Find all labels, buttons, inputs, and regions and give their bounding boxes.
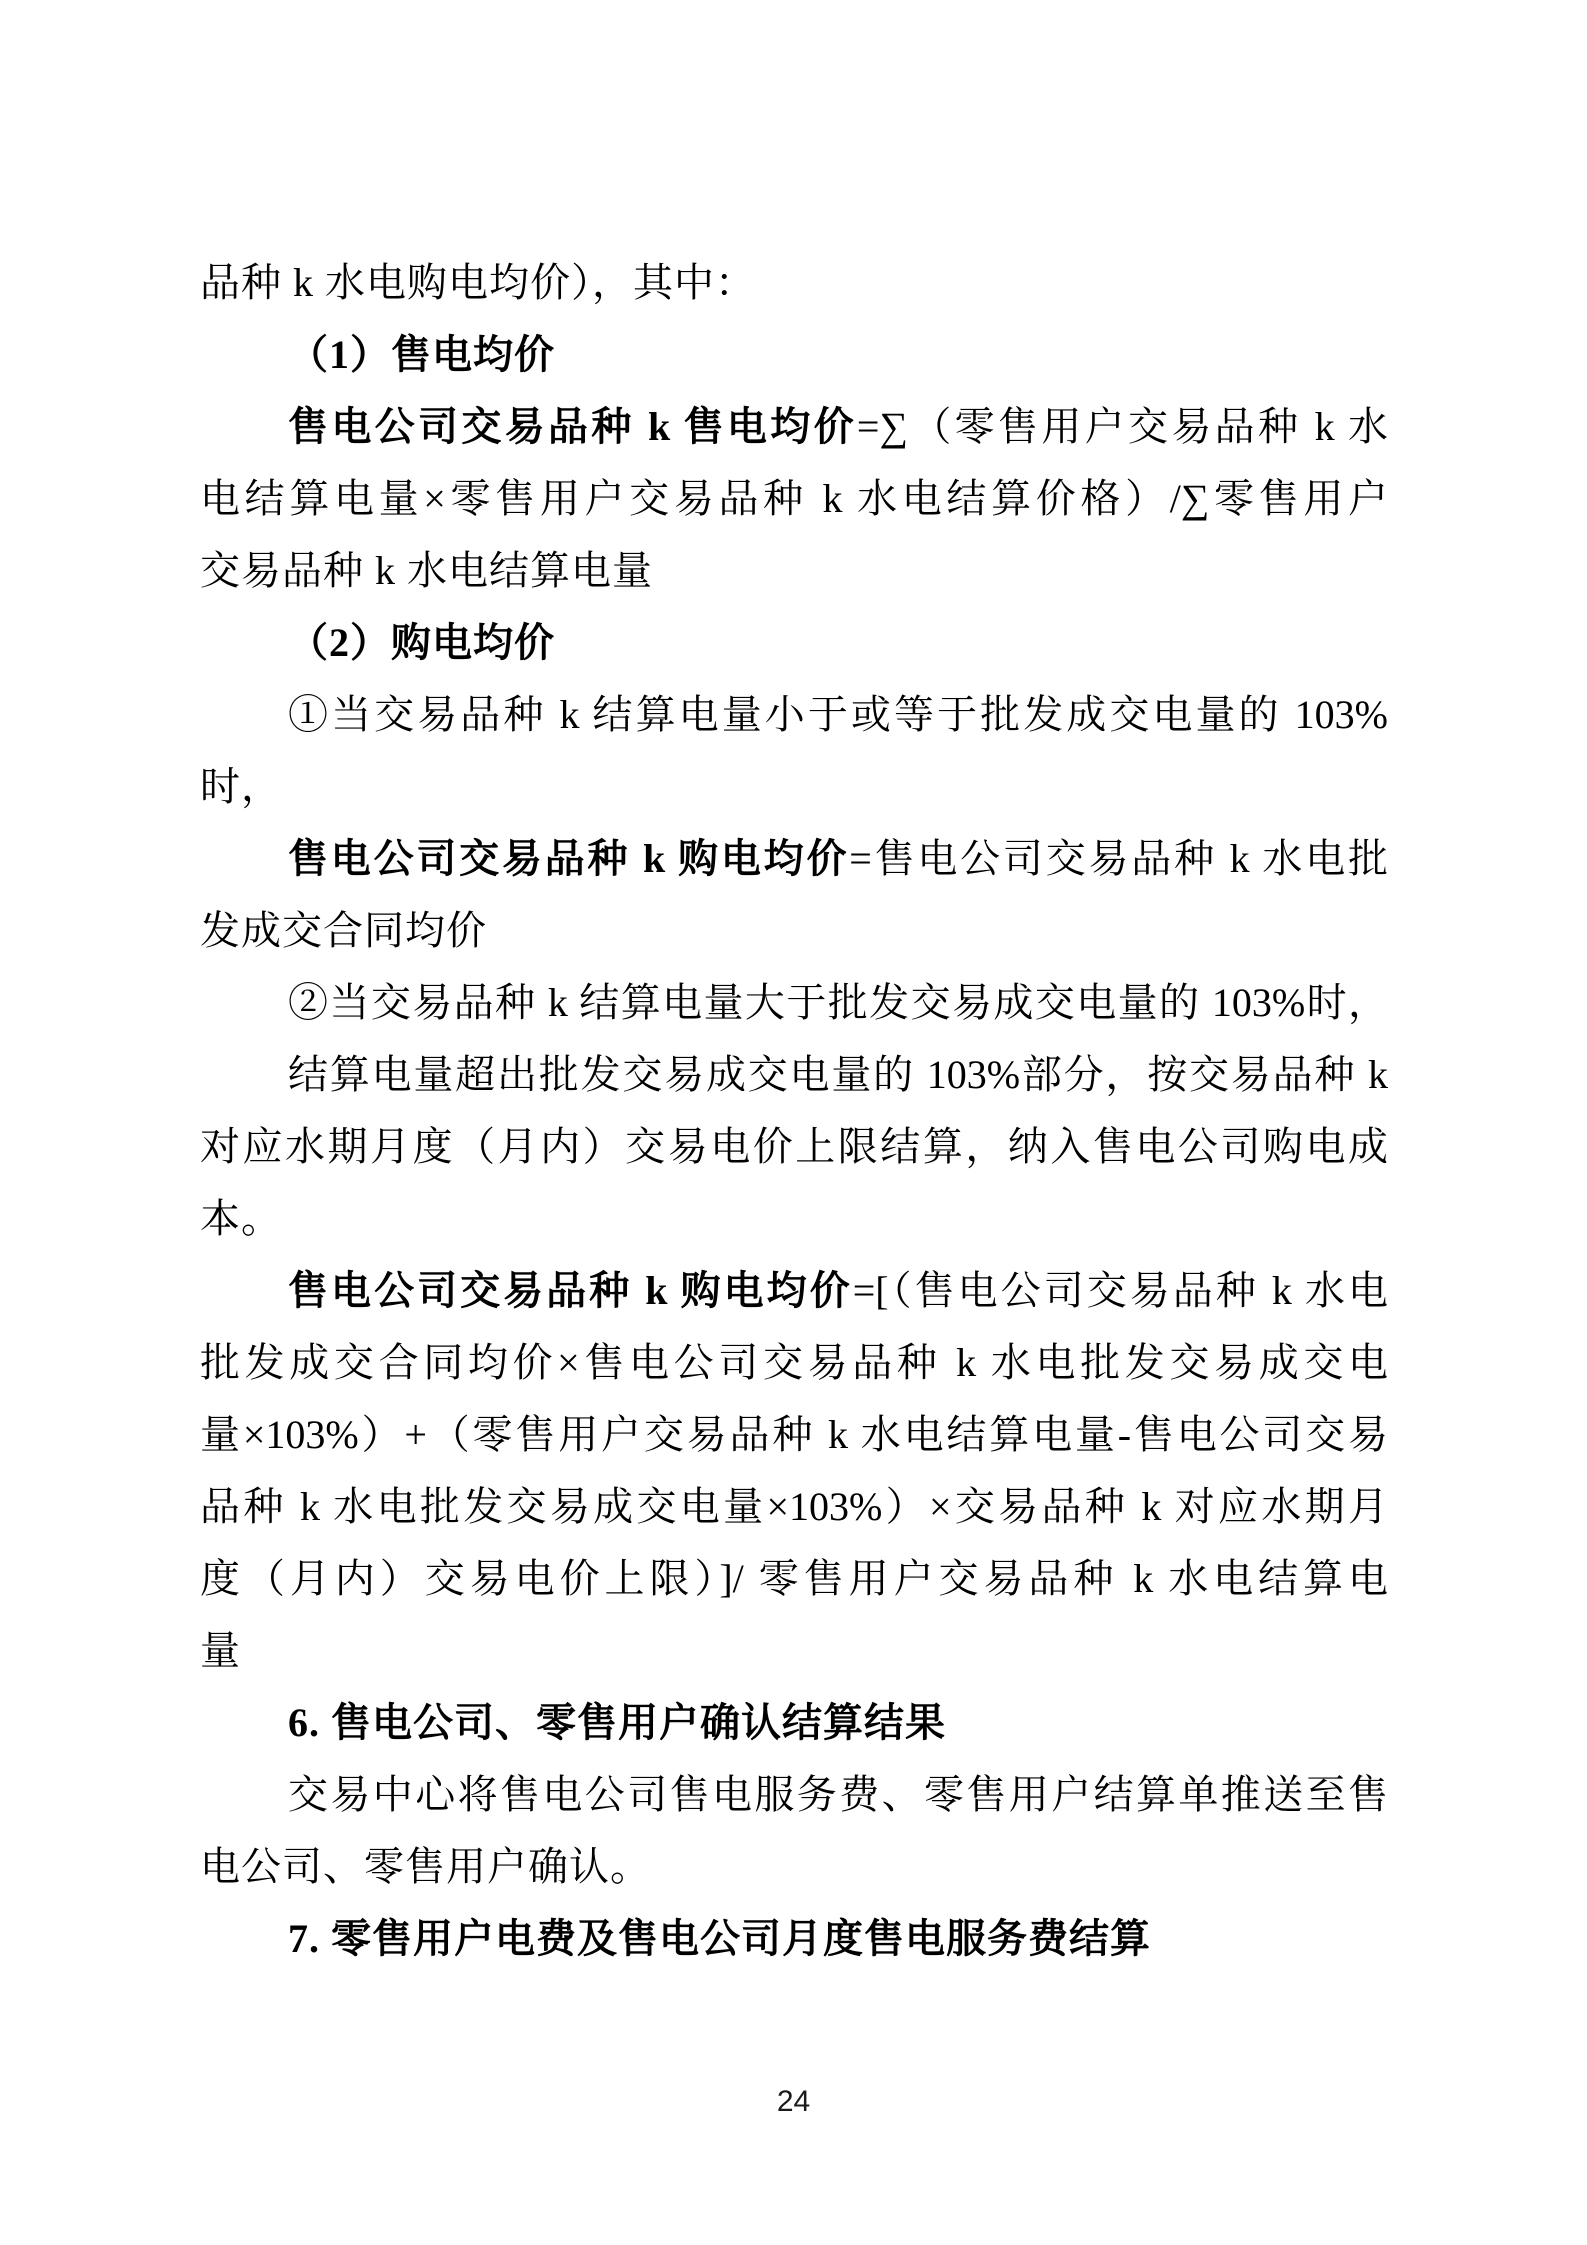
text-segment: ①当交易品种 k 结算电量小于或等于批发成交电量的 103% xyxy=(288,692,1388,737)
text-segment: 批发成交合同均价×售电公司交易品种 k 水电批发交易成交电 xyxy=(200,1340,1388,1385)
document-body xyxy=(200,247,1388,1975)
text-line xyxy=(200,967,1388,1039)
text-segment: 发成交合同均价 xyxy=(200,908,487,953)
text-segment-bold: （1）售电均价 xyxy=(288,332,555,377)
text-segment: 量 xyxy=(200,1628,241,1673)
text-segment: 电公司、零售用户确认。 xyxy=(200,1844,651,1889)
text-line xyxy=(200,823,1388,895)
text-segment-bold: 7. 零售用户电费及售电公司月度售电服务费结算 xyxy=(288,1916,1151,1961)
text-line xyxy=(200,1399,1388,1471)
text-segment: 本。 xyxy=(200,1196,282,1241)
text-line xyxy=(200,1183,1388,1255)
text-line xyxy=(200,1615,1388,1687)
text-line xyxy=(200,1543,1388,1615)
text-segment-bold: 售电公司交易品种 k 购电均价 xyxy=(288,836,850,881)
text-segment: 时， xyxy=(200,764,282,809)
text-segment-bold: 6. 售电公司、零售用户确认结算结果 xyxy=(288,1700,946,1745)
text-segment-bold: 售电公司交易品种 k 售电均价 xyxy=(288,404,857,449)
text-line xyxy=(200,319,1388,391)
text-segment: 对应水期月度（月内）交易电价上限结算，纳入售电公司购电成 xyxy=(200,1124,1388,1169)
text-line xyxy=(200,1111,1388,1183)
text-line xyxy=(200,463,1388,535)
text-segment: 交易中心将售电公司售电服务费、零售用户结算单推送至售 xyxy=(288,1772,1388,1817)
text-line xyxy=(200,1903,1388,1975)
text-line xyxy=(200,751,1388,823)
text-segment: =售电公司交易品种 k 水电批 xyxy=(849,836,1388,881)
text-segment: 交易品种 k 水电结算电量 xyxy=(200,548,653,593)
text-segment-bold: （2）购电均价 xyxy=(288,620,555,665)
text-line xyxy=(200,1255,1388,1327)
text-segment: ②当交易品种 k 结算电量大于批发交易成交电量的 103%时， xyxy=(288,980,1388,1025)
text-line xyxy=(200,1759,1388,1831)
text-segment: =[（售电公司交易品种 k 水电 xyxy=(852,1268,1388,1313)
page-footer xyxy=(0,2084,1587,2120)
text-line xyxy=(200,535,1388,607)
text-line xyxy=(200,247,1388,319)
text-line xyxy=(200,1039,1388,1111)
text-segment: 品种 k 水电购电均价），其中： xyxy=(200,260,756,305)
text-segment-bold: 售电公司交易品种 k 购电均价 xyxy=(288,1268,853,1313)
text-line xyxy=(200,607,1388,679)
text-line xyxy=(200,679,1388,751)
text-segment: 结算电量超出批发交易成交电量的 103%部分，按交易品种 k xyxy=(288,1052,1388,1097)
text-segment: =∑（零售用户交易品种 k 水 xyxy=(856,404,1388,449)
text-segment: 品种 k 水电批发交易成交电量×103%）×交易品种 k 对应水期月 xyxy=(200,1484,1388,1529)
text-line xyxy=(200,391,1388,463)
page-number: 24 xyxy=(776,2085,811,2118)
text-line xyxy=(200,1687,1388,1759)
text-line xyxy=(200,1327,1388,1399)
text-segment: 电结算电量×零售用户交易品种 k 水电结算价格）/∑零售用户 xyxy=(200,476,1388,521)
text-line xyxy=(200,895,1388,967)
text-line xyxy=(200,1831,1388,1903)
text-segment: 度（月内）交易电价上限）]/ 零售用户交易品种 k 水电结算电 xyxy=(200,1556,1388,1601)
text-line xyxy=(200,1471,1388,1543)
text-segment: 量×103%）+（零售用户交易品种 k 水电结算电量-售电公司交易 xyxy=(200,1412,1388,1457)
